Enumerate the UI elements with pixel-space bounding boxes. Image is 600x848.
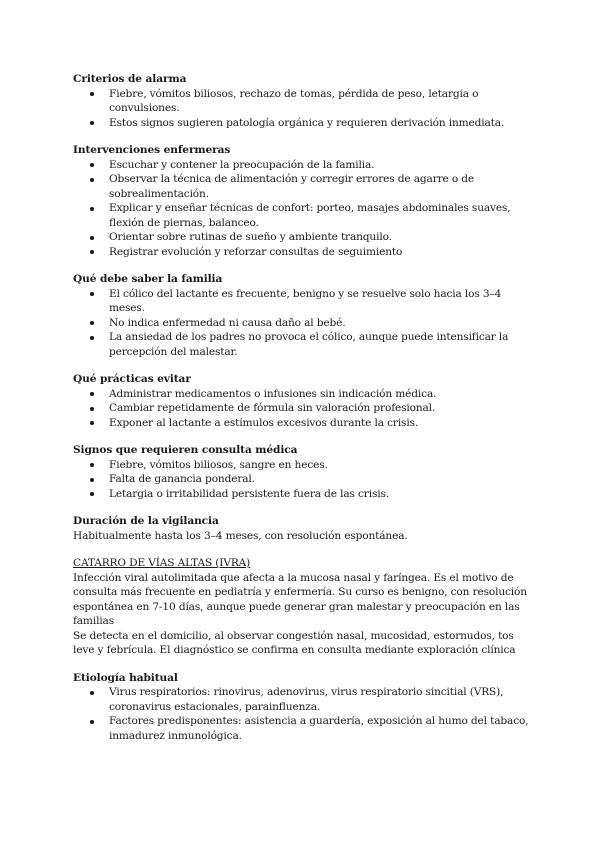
list-item: No indica enfermedad ni causa daño al bebé.: [73, 316, 533, 331]
list-item: Fiebre, vómitos biliosos, rechazo de tomas, pérdida de peso, letargia o convulsiones.: [73, 87, 533, 116]
catarro-paragraph: Se detecta en el domicilio, al observar congestión nasal, mucosidad, estornudos, tos leve y febrícula. El diagnóstico se confirma en consulta mediante exploración clínica: [73, 629, 516, 656]
list-item: Administrar medicamentos o infusiones sin indicación médica.: [73, 387, 533, 402]
list-item: La ansiedad de los padres no provoca el cólico, aunque puede intensificar la percepción del malestar.: [73, 330, 533, 359]
bullet-list: [73, 287, 533, 360]
list-item: Factores predisponentes: asistencia a guardería, exposición al humo del tabaco, inmadurez inmunológica.: [73, 714, 533, 743]
list-item: Fiebre, vómitos biliosos, sangre en heces.: [73, 458, 533, 473]
bullet-list: [73, 458, 533, 502]
list-item: Estos signos sugieren patología orgánica y requieren derivación inmediata.: [73, 116, 533, 131]
catarro-title: CATARRO DE VÍAS ALTAS (IVRA): [73, 557, 251, 569]
list-item: Virus respiratorios: rinovirus, adenovirus, virus respiratorio sincitial (VRS), coronavirus estacionales, parainfluenza.: [73, 685, 533, 714]
section-heading: Etiología habitual: [73, 671, 178, 684]
list-item: Falta de ganancia ponderal.: [73, 472, 533, 487]
list-item: Escuchar y contener la preocupación de la familia.: [73, 158, 533, 173]
section-familia: [73, 272, 533, 359]
list-item: Orientar sobre rutinas de sueño y ambiente tranquilo.: [73, 230, 533, 245]
section-practicas-evitar: [73, 372, 533, 430]
catarro-paragraph: Infección viral autolimitada que afecta a la mucosa nasal y faríngea. Es el motivo de consulta más frecuente en pediatría y enfermería. Su curso es benigno, con resolución espontánea en 7-10 días, aunque puede generar gran malestar y preocupación en las familias: [73, 571, 527, 627]
section-catarro: [73, 556, 533, 658]
list-item: Cambiar repetidamente de fórmula sin valoración profesional.: [73, 401, 533, 416]
section-etiologia: [73, 671, 533, 744]
section-intervenciones: [73, 143, 533, 259]
list-item: El cólico del lactante es frecuente, benigno y se resuelve solo hacia los 3–4 meses.: [73, 287, 533, 316]
bullet-list: [73, 87, 533, 131]
duration-text: Habitualmente hasta los 3–4 meses, con resolución espontánea.: [73, 529, 408, 542]
section-duracion: [73, 514, 533, 543]
list-item: Explicar y enseñar técnicas de confort: porteo, masajes abdominales suaves, flexión de piernas, balanceo.: [73, 201, 533, 230]
section-heading: Signos que requieren consulta médica: [73, 444, 298, 456]
section-heading: Qué prácticas evitar: [73, 373, 191, 385]
bullet-list: [73, 387, 533, 431]
list-item: Exponer al lactante a estímulos excesivos durante la crisis.: [73, 416, 533, 431]
section-heading: Criterios de alarma: [73, 73, 187, 85]
bullet-list: [73, 685, 533, 743]
section-heading: Duración de la vigilancia: [73, 515, 219, 527]
bullet-list: [73, 158, 533, 260]
list-item: Letargia o irritabilidad persistente fuera de las crisis.: [73, 487, 533, 502]
section-heading: Qué debe saber la familia: [73, 273, 223, 285]
section-heading: Intervenciones enfermeras: [73, 144, 231, 156]
list-item: Observar la técnica de alimentación y corregir errores de agarre o de sobrealimentación.: [73, 172, 533, 201]
section-criterios-alarma: [73, 72, 533, 130]
document-page: [73, 72, 533, 756]
list-item: Registrar evolución y reforzar consultas de seguimiento: [73, 245, 533, 260]
section-signos-consulta: [73, 443, 533, 501]
